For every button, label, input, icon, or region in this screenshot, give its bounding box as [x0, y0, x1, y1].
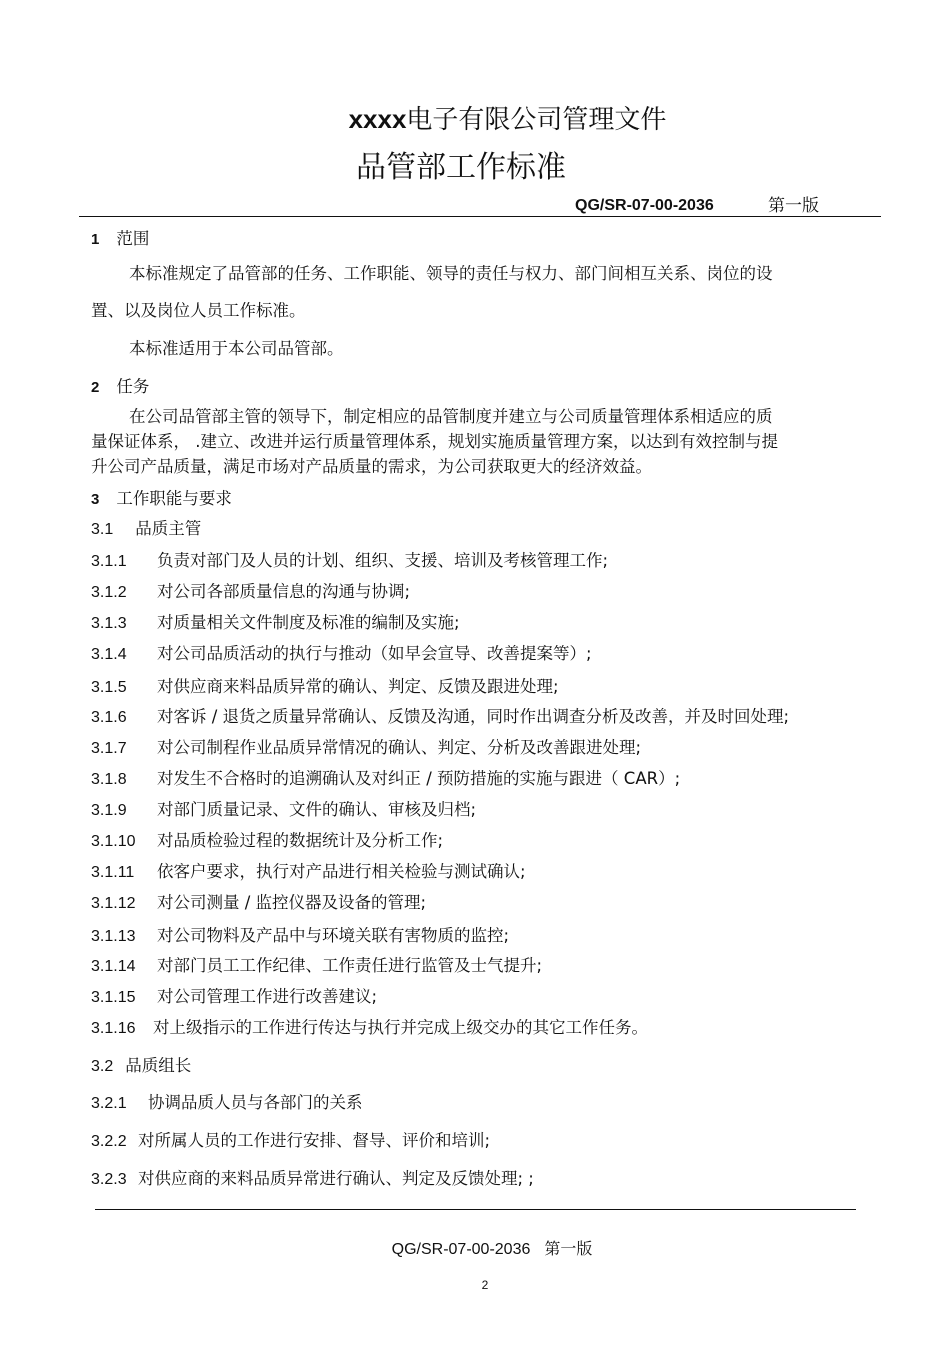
paragraph-scope-line-2: 置、以及岗位人员工作标准。: [91, 301, 306, 320]
list-item: 3.1.6 对客诉 / 退货之质量异常确认、反馈及沟通，同时作出调查分析及改善，并及时回处理;: [91, 707, 790, 726]
list-item: 3.1.14 对部门员工工作纪律、工作责任进行监管及士气提升;: [91, 956, 543, 975]
subsection-number: 3.2: [91, 1058, 114, 1075]
section-title: 范围: [116, 229, 150, 248]
list-item: 3.1.10 对品质检验过程的数据统计及分析工作;: [91, 831, 444, 850]
document-title: 品管部工作标准: [356, 150, 566, 185]
list-item: 3.2.2 对所属人员的工作进行安排、督导、评价和培训;: [91, 1131, 491, 1150]
list-item: 3.1.9 对部门质量记录、文件的确认、审核及归档;: [91, 800, 477, 819]
footer-document-code: [0, 1238, 950, 1261]
footer-code: QG/SR-07-00-2036: [391, 1241, 531, 1258]
list-item: 3.1.5 对供应商来料品质异常的确认、判定、反馈及跟进处理;: [91, 677, 559, 696]
list-item: 3.1.8 对发生不合格时的追溯确认及对纠正 / 预防措施的实施与跟进（ CAR）;: [91, 769, 681, 788]
paragraph-task-line-3: 升公司产品质量，满足市场对产品质量的需求，为公司获取更大的经济效益。: [91, 457, 652, 476]
footer-edition: 第一版: [544, 1239, 593, 1258]
footer-divider: [95, 1209, 856, 1210]
list-item: 3.1.12 对公司测量 / 监控仪器及设备的管理;: [91, 893, 427, 912]
list-item: 3.1.7 对公司制程作业品质异常情况的确认、判定、分析及改善跟进处理;: [91, 738, 642, 757]
section-number: 1: [91, 231, 100, 248]
subsection-heading-3-1: [91, 518, 201, 541]
section-title: 工作职能与要求: [116, 489, 232, 508]
paragraph-scope-line-1: 本标准规定了品管部的任务、工作职能、领导的责任与权力、部门间相互关系、岗位的设: [129, 264, 773, 283]
section-number: 2: [91, 379, 100, 396]
document-code: QG/SR-07-00-2036: [575, 197, 714, 214]
subsection-heading-3-2: [91, 1055, 191, 1078]
list-item: 3.1.2 对公司各部质量信息的沟通与协调;: [91, 582, 411, 601]
section-heading-2: [91, 376, 149, 399]
list-item: 3.2.1 协调品质人员与各部门的关系: [91, 1093, 363, 1112]
list-item: 3.1.1 负责对部门及人员的计划、组织、支援、培训及考核管理工作;: [91, 551, 609, 570]
company-title: [0, 101, 950, 138]
section-title: 任务: [116, 377, 150, 396]
paragraph-applicability: 本标准适用于本公司品管部。: [129, 339, 344, 358]
page-number: 2: [481, 1278, 489, 1292]
section-number: 3: [91, 491, 100, 508]
list-item: 3.1.16 对上级指示的工作进行传达与执行并完成上级交办的其它工作任务。: [91, 1018, 648, 1037]
list-item: 3.1.3 对质量相关文件制度及标准的编制及实施;: [91, 613, 460, 632]
company-prefix: xxxx: [348, 104, 407, 134]
subsection-number: 3.1: [91, 521, 114, 538]
document-edition: 第一版: [768, 196, 819, 216]
paragraph-task-line-2: 量保证体系， .建立、改进并运行质量管理体系，规划实施质量管理方案，以达到有效控制与提: [91, 432, 778, 451]
header-divider: [79, 216, 881, 217]
section-heading-1: [91, 228, 149, 251]
list-item: 3.2.3 对供应商的来料品质异常进行确认、判定及反馈处理; ;: [91, 1169, 534, 1188]
list-item: 3.1.11 依客户要求，执行对产品进行相关检验与测试确认;: [91, 862, 526, 881]
subsection-title: 品质组长: [125, 1056, 192, 1075]
subsection-title: 品质主管: [135, 519, 202, 538]
list-item: 3.1.15 对公司管理工作进行改善建议;: [91, 987, 378, 1006]
paragraph-task-line-1: 在公司品管部主管的领导下，制定相应的品管制度并建立与公司质量管理体系相适应的质: [129, 407, 773, 426]
section-heading-3: [91, 488, 232, 511]
company-suffix: 电子有限公司管理文件: [406, 105, 667, 135]
list-item: 3.1.4 对公司品质活动的执行与推动（如早会宣导、改善提案等）;: [91, 644, 592, 663]
list-item: 3.1.13 对公司物料及产品中与环境关联有害物质的监控;: [91, 926, 510, 945]
